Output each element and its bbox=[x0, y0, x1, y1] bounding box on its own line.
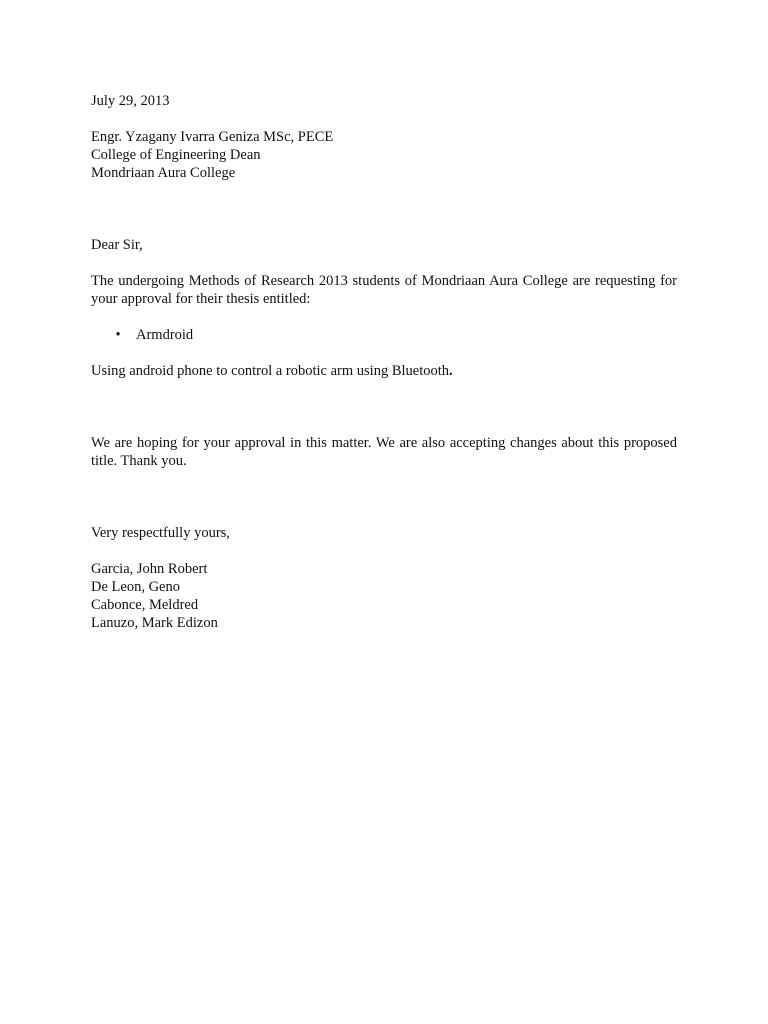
thesis-title-list bbox=[91, 326, 677, 344]
letter-date: July 29, 2013 bbox=[91, 93, 170, 109]
letter-body bbox=[91, 92, 677, 632]
signatory-name: Garcia, John Robert bbox=[91, 561, 208, 577]
recipient-institution: Mondriaan Aura College bbox=[91, 165, 236, 181]
signatory-name: De Leon, Geno bbox=[91, 579, 180, 595]
bullet-marker: • bbox=[115, 327, 121, 343]
signatory-list bbox=[91, 560, 677, 632]
recipient-position: College of Engineering Dean bbox=[91, 147, 261, 163]
complimentary-close: Very respectfully yours, bbox=[91, 525, 230, 541]
salutation: Dear Sir, bbox=[91, 237, 143, 253]
intro-paragraph: The undergoing Methods of Research 2013 students of Mondriaan Aura College are requesting for your approval for their thesis entitled: bbox=[91, 273, 677, 307]
recipient-address bbox=[91, 128, 677, 182]
signatory-name: Lanuzo, Mark Edizon bbox=[91, 615, 218, 631]
request-paragraph: We are hoping for your approval in this matter. We are also accepting changes about this proposed title. Thank you. bbox=[91, 435, 677, 469]
thesis-title-item: Armdroid bbox=[136, 327, 194, 343]
thesis-description bbox=[91, 362, 677, 380]
recipient-name: Engr. Yzagany Ivarra Geniza MSc, PECE bbox=[91, 129, 334, 145]
thesis-description-text: Using android phone to control a robotic arm using Bluetooth bbox=[91, 363, 450, 379]
thesis-description-period: . bbox=[449, 363, 453, 379]
letter-date-block bbox=[91, 92, 677, 110]
closing-block bbox=[91, 524, 677, 542]
salutation-block bbox=[91, 236, 677, 254]
signatory-name: Cabonce, Meldred bbox=[91, 597, 199, 613]
